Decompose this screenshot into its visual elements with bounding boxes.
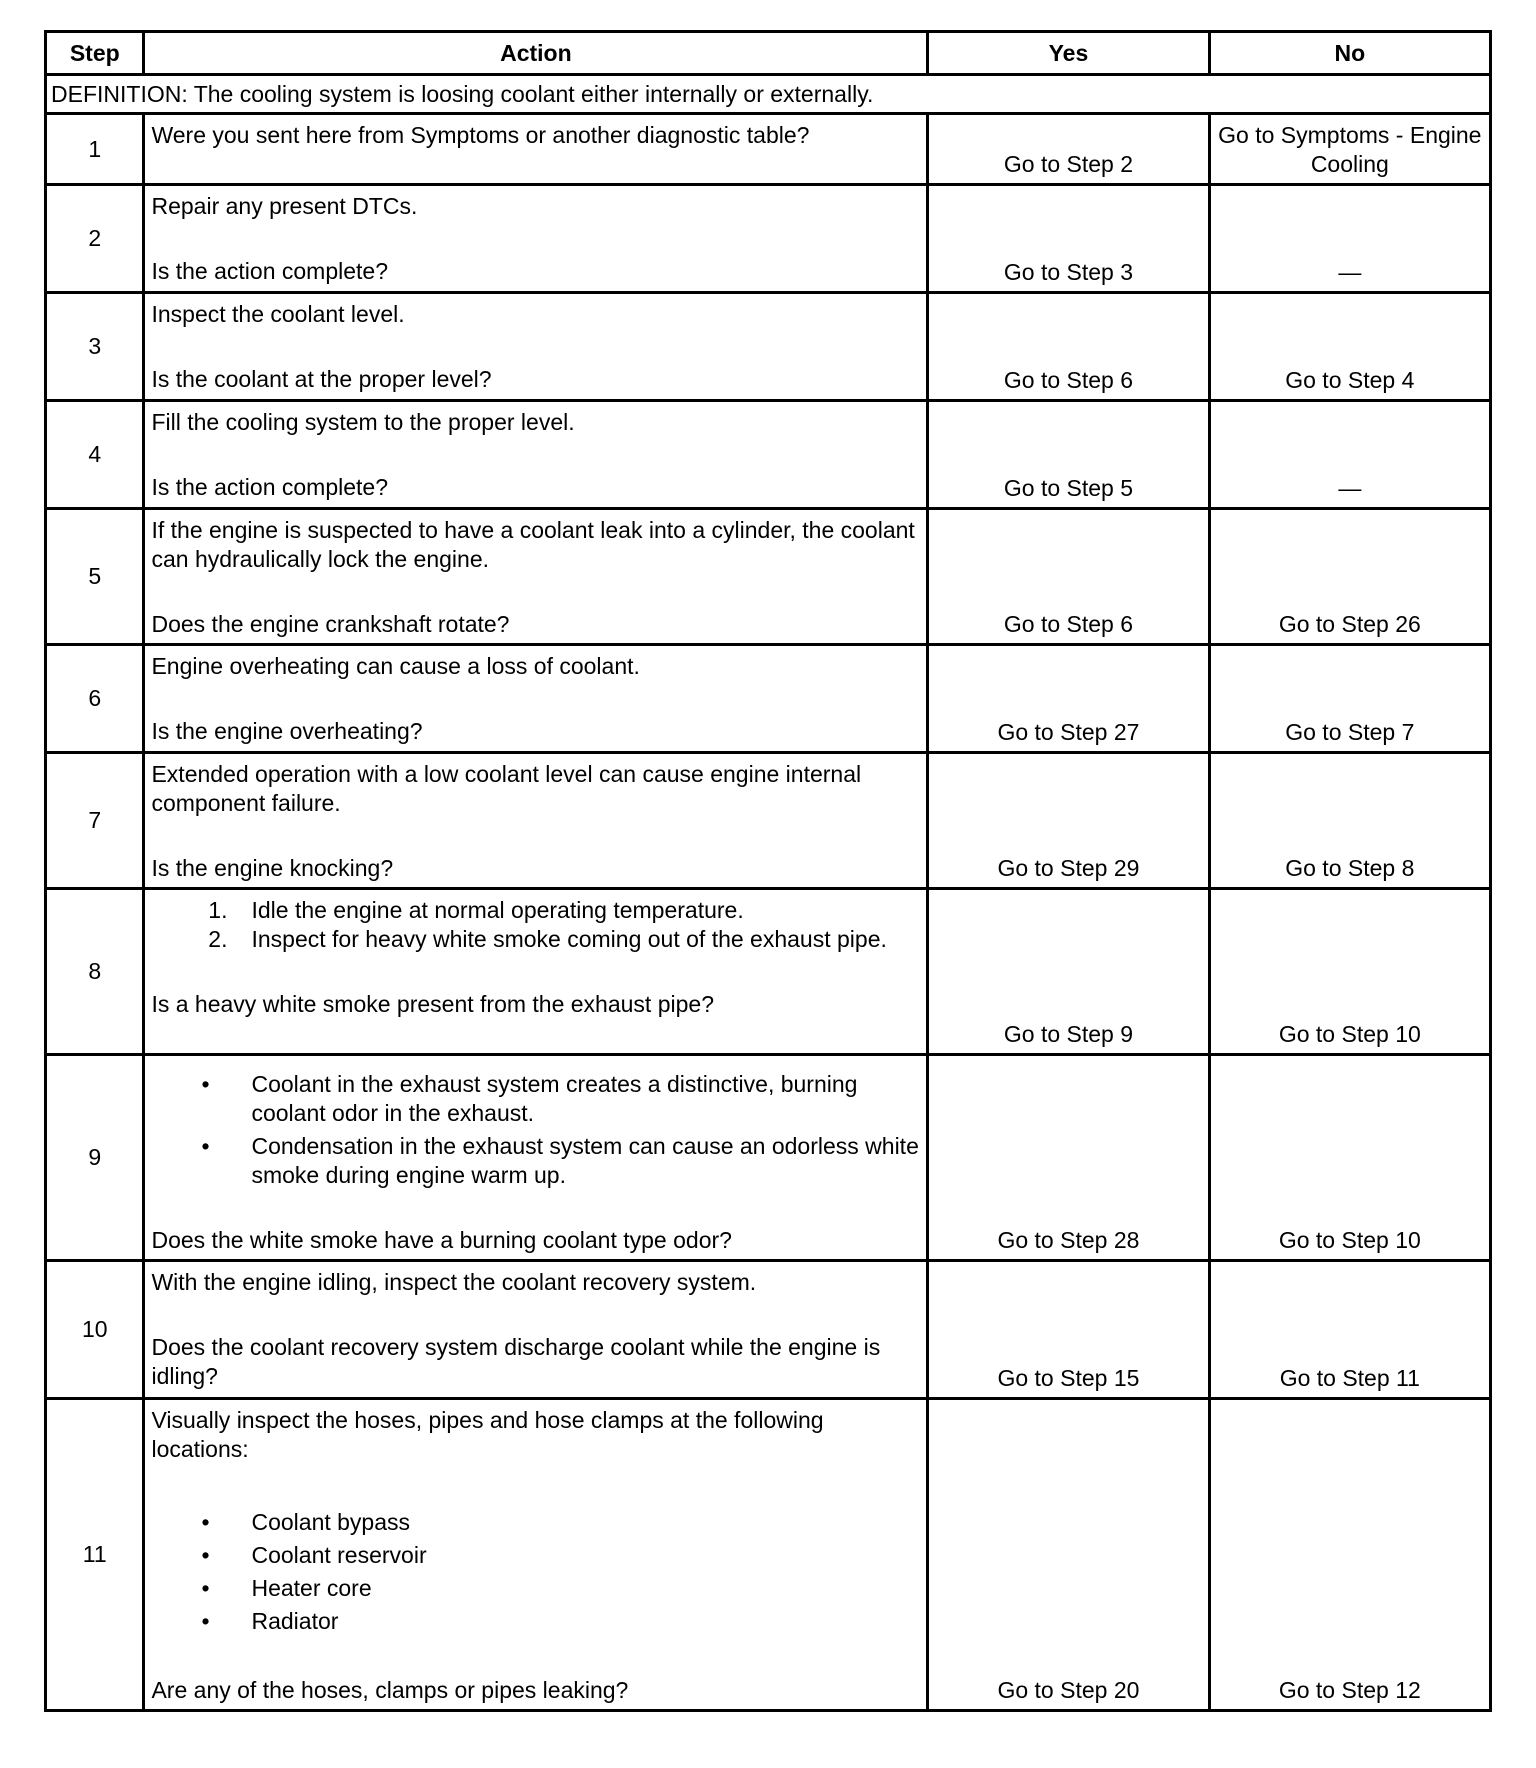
list-item: [151, 1132, 920, 1190]
bullet-marker: •: [201, 1575, 210, 1601]
action-text: Repair any present DTCs.: [151, 193, 418, 219]
yes-cell: Go to Step 20: [928, 1399, 1209, 1711]
no-cell: Go to Step 11: [1209, 1261, 1490, 1399]
action-cell: [144, 293, 928, 401]
list-marker: 1.: [208, 897, 228, 923]
action-text: Engine overheating can cause a loss of coolant.: [151, 653, 640, 679]
action-question: Does the coolant recovery system discharge coolant while the engine is idling?: [151, 1334, 881, 1389]
header-step: Step: [46, 32, 144, 75]
list-item-text: Radiator: [251, 1608, 339, 1634]
header-row: [46, 32, 1491, 75]
yes-cell: Go to Step 15: [928, 1261, 1209, 1399]
bullet-marker: •: [201, 1133, 210, 1159]
step-number: 5: [46, 509, 144, 645]
step-number: 9: [46, 1055, 144, 1261]
action-text: Were you sent here from Symptoms or another diagnostic table?: [151, 122, 810, 148]
yes-cell: Go to Step 5: [928, 401, 1209, 509]
list-item-text: Coolant bypass: [251, 1509, 411, 1535]
no-cell: Go to Step 26: [1209, 509, 1490, 645]
action-cell: [144, 1399, 928, 1711]
bullet-marker: •: [201, 1509, 210, 1535]
table-row: [46, 509, 1491, 645]
action-cell: [144, 114, 928, 185]
list-item-text: Heater core: [251, 1575, 372, 1601]
action-cell: [144, 1261, 928, 1399]
yes-cell: Go to Step 29: [928, 753, 1209, 889]
action-steps-list: [151, 896, 920, 954]
table-row: [46, 293, 1491, 401]
step-number: 11: [46, 1399, 144, 1711]
table-row: [46, 401, 1491, 509]
list-item: [151, 896, 920, 925]
table-row: [46, 645, 1491, 753]
yes-cell: Go to Step 3: [928, 185, 1209, 293]
definition-text: DEFINITION: The cooling system is loosing coolant either internally or externally.: [46, 75, 1491, 114]
header-no: No: [1209, 32, 1490, 75]
action-question: Is the engine knocking?: [151, 855, 394, 881]
bullet-marker: •: [201, 1542, 210, 1568]
action-question: Does the white smoke have a burning coolant type odor?: [151, 1227, 732, 1253]
action-text: Visually inspect the hoses, pipes and hose clamps at the following locations:: [151, 1407, 824, 1462]
list-item-text: Inspect for heavy white smoke coming out of the exhaust pipe.: [251, 926, 887, 952]
action-question: Are any of the hoses, clamps or pipes leaking?: [151, 1677, 629, 1703]
header-action: Action: [144, 32, 928, 75]
no-cell: Go to Step 10: [1209, 1055, 1490, 1261]
list-item-text: Condensation in the exhaust system can cause an odorless white smoke during engine warm up.: [251, 1133, 919, 1188]
definition-row: [46, 75, 1491, 114]
no-cell: Go to Step 7: [1209, 645, 1490, 753]
action-cell: [144, 185, 928, 293]
yes-cell: Go to Step 27: [928, 645, 1209, 753]
list-item: [151, 1574, 920, 1603]
action-bullets-list: [151, 1062, 920, 1190]
action-question: Is the action complete?: [151, 258, 388, 284]
diagnostic-table: [44, 30, 1492, 1712]
step-number: 7: [46, 753, 144, 889]
action-question: Does the engine crankshaft rotate?: [151, 611, 510, 637]
table-row: [46, 753, 1491, 889]
step-number: 2: [46, 185, 144, 293]
action-question: Is the engine overheating?: [151, 718, 423, 744]
list-item-text: Idle the engine at normal operating temperature.: [251, 897, 744, 923]
no-cell: Go to Symptoms - Engine Cooling: [1209, 114, 1490, 185]
yes-cell: Go to Step 6: [928, 509, 1209, 645]
step-number: 4: [46, 401, 144, 509]
action-cell: [144, 645, 928, 753]
table-row: [46, 114, 1491, 185]
list-marker: 2.: [208, 926, 228, 952]
yes-cell: Go to Step 28: [928, 1055, 1209, 1261]
yes-cell: Go to Step 9: [928, 889, 1209, 1055]
bullet-marker: •: [201, 1608, 210, 1634]
table-row: [46, 185, 1491, 293]
action-text: If the engine is suspected to have a coolant leak into a cylinder, the coolant can hydraulically lock the engine.: [151, 517, 915, 572]
list-item: [151, 1508, 920, 1537]
step-number: 10: [46, 1261, 144, 1399]
action-text: Inspect the coolant level.: [151, 301, 405, 327]
list-item: [151, 1070, 920, 1128]
table-row: [46, 889, 1491, 1055]
no-cell: Go to Step 4: [1209, 293, 1490, 401]
action-cell: [144, 509, 928, 645]
locations-list: [151, 1508, 920, 1636]
list-item: [151, 1541, 920, 1570]
action-cell: [144, 401, 928, 509]
table-row: [46, 1261, 1491, 1399]
table-row: [46, 1055, 1491, 1261]
list-item-text: Coolant in the exhaust system creates a distinctive, burning coolant odor in the exhaust.: [251, 1071, 858, 1126]
list-item: [151, 1607, 920, 1636]
step-number: 3: [46, 293, 144, 401]
list-item: [151, 925, 920, 954]
action-cell: [144, 753, 928, 889]
action-cell: [144, 1055, 928, 1261]
no-cell: Go to Step 12: [1209, 1399, 1490, 1711]
action-text: Extended operation with a low coolant level can cause engine internal component failure.: [151, 761, 862, 816]
action-question: Is the coolant at the proper level?: [151, 366, 492, 392]
step-number: 8: [46, 889, 144, 1055]
action-text: Fill the cooling system to the proper level.: [151, 409, 575, 435]
no-cell: Go to Step 10: [1209, 889, 1490, 1055]
step-number: 1: [46, 114, 144, 185]
action-question: Is a heavy white smoke present from the exhaust pipe?: [151, 991, 714, 1017]
yes-cell: Go to Step 6: [928, 293, 1209, 401]
no-cell: —: [1209, 401, 1490, 509]
bullet-marker: •: [201, 1071, 210, 1097]
action-text: With the engine idling, inspect the coolant recovery system.: [151, 1269, 757, 1295]
list-item-text: Coolant reservoir: [251, 1542, 427, 1568]
no-cell: —: [1209, 185, 1490, 293]
action-cell: [144, 889, 928, 1055]
action-question: Is the action complete?: [151, 474, 388, 500]
step-number: 6: [46, 645, 144, 753]
no-cell: Go to Step 8: [1209, 753, 1490, 889]
header-yes: Yes: [928, 32, 1209, 75]
table-row: [46, 1399, 1491, 1711]
yes-cell: Go to Step 2: [928, 114, 1209, 185]
